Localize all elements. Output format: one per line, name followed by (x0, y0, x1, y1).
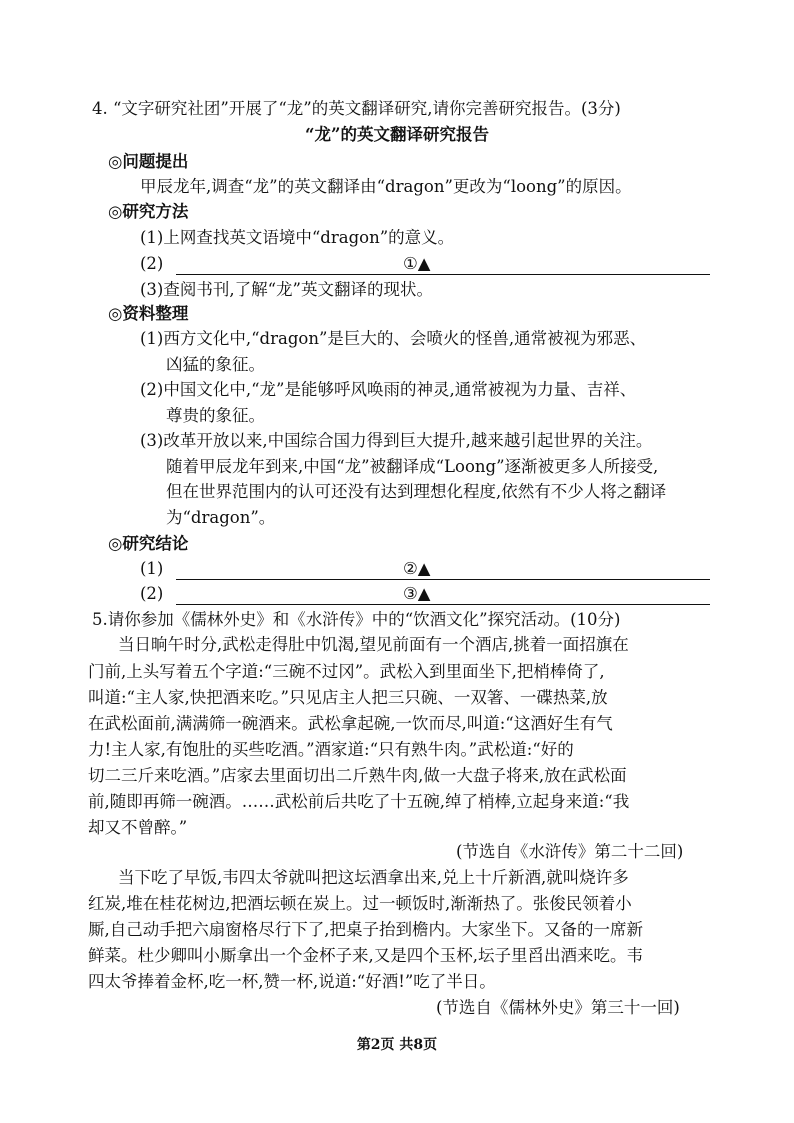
passage-1-line: 叫道:“主人家,快把酒来吃。”只见店主人把三只碗、一双箸、一碟热菜,放 (88, 688, 608, 707)
passage-1-line: 前,随即再筛一碗酒。……武松前后共吃了十五碗,绰了梢棒,立起身来道:“我 (88, 792, 630, 811)
passage-2-line: 鲜菜。杜少卿叫小厮拿出一个金杯子来,又是四个玉杯,坛子里舀出酒来吃。韦 (88, 946, 643, 965)
report-title: “龙”的英文翻译研究报告 (305, 125, 489, 144)
section-heading-materials: ◎资料整理 (108, 304, 189, 323)
method-item-2-label: (2) (140, 254, 164, 273)
answer-blank-2[interactable] (176, 557, 710, 580)
method-item-3: (3)查阅书刊,了解“龙”英文翻译的现状。 (140, 280, 433, 299)
passage-2-line: 当下吃了早饭,韦四太爷就叫把这坛酒拿出来,兑上十斤新酒,就叫烧许多 (118, 868, 629, 887)
passage-1-line: 却又不曾醉。” (88, 818, 188, 837)
blank-marker-1: ①▲ (403, 254, 431, 273)
materials-item-3-line-4: 为“dragon”。 (166, 508, 276, 527)
materials-item-3-line-2: 随着甲辰龙年到来,中国“龙”被翻译成“Loong”逐渐被更多人所接受, (166, 457, 659, 476)
answer-blank-3[interactable] (176, 582, 710, 605)
conclusion-item-2-label: (2) (140, 584, 164, 603)
passage-2-line: 厮,自己动手把六扇窗格尽行下了,把桌子抬到檐内。大家坐下。又备的一席新 (88, 920, 643, 939)
section-heading-method: ◎研究方法 (108, 202, 189, 221)
blank-marker-3: ③▲ (403, 584, 431, 603)
passage-1-line: 力!主人家,有饱肚的买些吃酒。”酒家道:“只有熟牛肉。”武松道:“好的 (88, 740, 574, 759)
passage-2-line: 红炭,堆在桂花树边,把酒坛顿在炭上。过一顿饭时,渐渐热了。张俊民领着小 (88, 894, 632, 913)
blank-marker-2: ②▲ (403, 559, 431, 578)
problem-text: 甲辰龙年,调查“龙”的英文翻译由“dragon”更改为“loong”的原因。 (140, 177, 632, 196)
materials-item-3-line-3: 但在世界范围内的认可还没有达到理想化程度,依然有不少人将之翻译 (166, 482, 667, 501)
conclusion-item-1-label: (1) (140, 559, 164, 578)
passage-1-line: 门前,上头写着五个字道:“三碗不过冈”。武松入到里面坐下,把梢棒倚了, (88, 662, 605, 681)
passage-1-line: 切二三斤来吃酒。”店家去里面切出二斤熟牛肉,做一大盘子将来,放在武松面 (88, 766, 627, 785)
materials-item-1-line-1: (1)西方文化中,“dragon”是巨大的、会喷火的怪兽,通常被视为邪恶、 (140, 329, 647, 348)
materials-item-2-line-1: (2)中国文化中,“龙”是能够呼风唤雨的神灵,通常被视为力量、吉祥、 (140, 380, 637, 399)
section-heading-conclusion: ◎研究结论 (108, 534, 189, 553)
materials-item-1-line-2: 凶猛的象征。 (166, 355, 265, 374)
answer-blank-1[interactable] (176, 252, 710, 275)
method-item-1: (1)上网查找英文语境中“dragon”的意义。 (140, 228, 455, 247)
section-heading-problem: ◎问题提出 (108, 152, 189, 171)
passage-1-line: 当日晌午时分,武松走得肚中饥渴,望见前面有一个酒店,挑着一面招旗在 (118, 635, 629, 654)
passage-2-line: 四太爷捧着金杯,吃一杯,赞一杯,说道:“好酒!”吃了半日。 (88, 972, 496, 991)
source-citation-1: (节选自《水浒传》第二十二回) (456, 842, 684, 861)
source-citation-2: (节选自《儒林外史》第三十一回) (436, 998, 680, 1017)
question-5-stem: 5.请你参加《儒林外史》和《水浒传》中的“饮酒文化”探究活动。(10分) (92, 610, 621, 629)
materials-item-2-line-2: 尊贵的象征。 (166, 406, 265, 425)
question-4-stem: 4. “文字研究社团”开展了“龙”的英文翻译研究,请你完善研究报告。(3分) (92, 99, 621, 118)
page-number: 第2页 共8页 (356, 1037, 438, 1053)
materials-item-3-line-1: (3)改革开放以来,中国综合国力得到巨大提升,越来越引起世界的关注。 (140, 431, 653, 450)
passage-1-line: 在武松面前,满满筛一碗酒来。武松拿起碗,一饮而尽,叫道:“这酒好生有气 (88, 714, 613, 733)
